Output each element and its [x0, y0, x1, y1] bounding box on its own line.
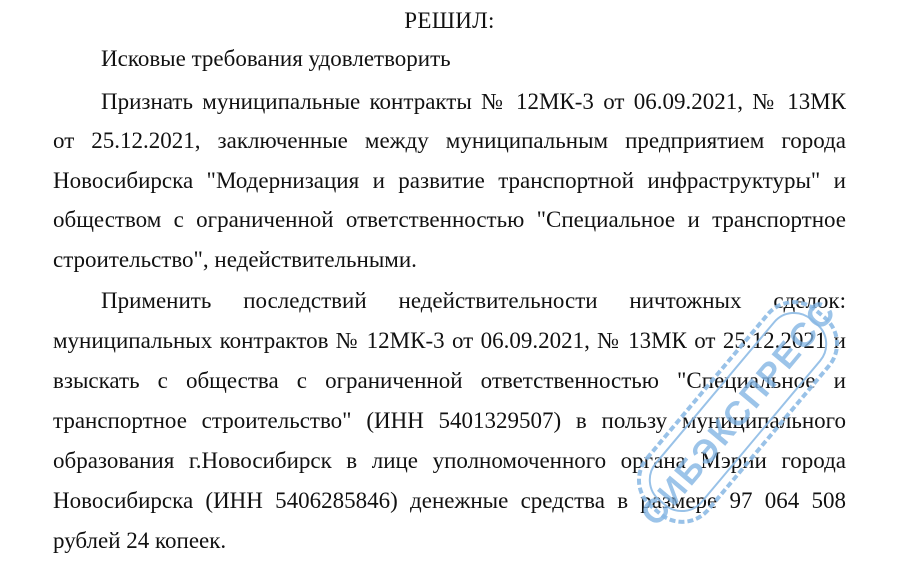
paragraph-line-11: образования г.Новосибирск в лице уполномоченного органа Мэрии города [53, 448, 846, 473]
paragraph-line-2: Признать муниципальные контракты № 12МК-3 от 06.09.2021, № 13МК [101, 89, 846, 114]
paragraph-line-13: рублей 24 копеек. [53, 528, 227, 553]
paragraph-line-9: взыскать с общества с ограниченной ответственностью "Специальное и [53, 368, 846, 393]
paragraph-line-1: Исковые требования удовлетворить [101, 46, 451, 71]
paragraph-line-10: транспортное строительство" (ИНН 5401329507) в пользу муниципального [53, 408, 846, 433]
paragraph-line-3: от 25.12.2021, заключенные между муниципальным предприятием города [53, 128, 846, 153]
paragraph-line-12: Новосибирска (ИНН 5406285846) денежные средства в размере 97 064 508 [53, 488, 846, 513]
paragraph-line-8: муниципальных контрактов № 12МК-3 от 06.09.2021, № 13МК от 25.12.2021 и [53, 328, 846, 353]
paragraph-line-4: Новосибирска "Модернизация и развитие транспортной инфраструктуры" и [53, 168, 846, 193]
watermark-text: СИБЭКСПРЕСС [633, 292, 845, 534]
paragraph-line-6: строительство", недействительными. [53, 247, 417, 272]
paragraph-line-7: Применить последствий недействительности ничтожных сделок: [101, 288, 846, 313]
paragraph-line-5: обществом с ограниченной ответственностью "Специальное и транспортное [53, 207, 846, 232]
decision-heading: РЕШИЛ: [404, 8, 495, 33]
